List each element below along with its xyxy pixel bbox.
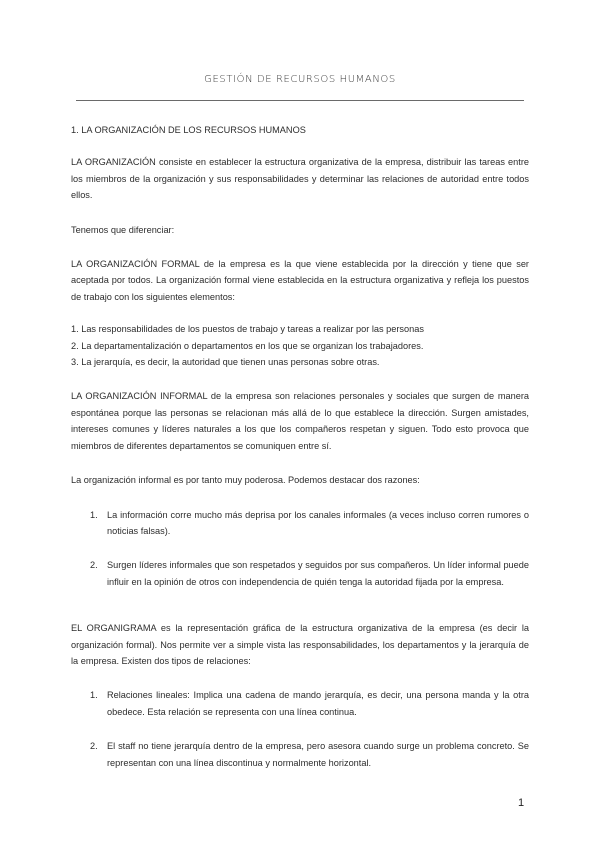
list-number: 1.	[90, 690, 98, 701]
list-number: 2.	[90, 560, 98, 571]
list-text: La información corre mucho más deprisa por los canales informales (a veces incluso corren rumores o noticias falsas).	[107, 509, 529, 536]
list-number: 1.	[90, 509, 98, 520]
relations-list	[90, 687, 529, 771]
formal-paragraph: LA ORGANIZACIÓN FORMAL de la empresa es la que viene establecida por la dirección y tiene que ser aceptada por todos. La organización formal viene establecida en la estructura organizativa y refleja los puestos de trabajo con los siguientes elementos:	[71, 259, 529, 302]
differentiate-paragraph: Tenemos que diferenciar:	[71, 224, 175, 235]
informal-power-paragraph: La organización informal es por tanto muy poderosa. Podemos destacar dos razones:	[71, 475, 420, 486]
informal-paragraph: LA ORGANIZACIÓN INFORMAL de la empresa son relaciones personales y sociales que surgen de manera espontánea porque las personas se relacionan más allá de lo que establece la dirección. Surgen amistades, intereses comunes y líderes naturales a los que los compañeros respetan y siguen. Todo esto provoca que miembros de diferentes departamentos se comuniquen entre sí.	[71, 391, 529, 451]
formal-elements-list	[71, 321, 529, 370]
list-item	[90, 687, 529, 720]
organigram-paragraph: EL ORGANIGRAMA es la representación gráfica de la estructura organizativa de la empresa (es decir la organización formal). Nos permite ver a simple vista las responsabilidades, los departamentos y la jerarquía de la empresa. Existen dos tipos de relaciones:	[71, 623, 529, 666]
list-text: Relaciones lineales: Implica una cadena de mando jerarquía, es decir, una persona manda y la otra obedece. Esta relación se representa con una línea continua.	[107, 690, 529, 717]
intro-paragraph: LA ORGANIZACIÓN consiste en establecer la estructura organizativa de la empresa, distribuir las tareas entre los miembros de la organización y sus responsabilidades y determinar las relaciones de autoridad entre todos ellos.	[71, 157, 529, 201]
list-number: 2.	[90, 741, 98, 752]
list-text: El staff no tiene jerarquía dentro de la empresa, pero asesora cuando surge un problema concreto. Se representan con una línea discontinua y normalmente horizontal.	[107, 741, 529, 768]
document-header-title: GESTIÓN DE RECURSOS HUMANOS	[204, 74, 396, 85]
list-item	[90, 507, 529, 540]
header-divider	[76, 100, 524, 101]
reasons-list	[90, 507, 529, 591]
document-body	[71, 122, 529, 771]
page-number: 1	[518, 797, 525, 809]
section-heading: 1. LA ORGANIZACIÓN DE LOS RECURSOS HUMANOS	[71, 125, 306, 135]
list-item: 3. La jerarquía, es decir, la autoridad que tienen unas personas sobre otras.	[71, 357, 380, 368]
list-item: 1. Las responsabilidades de los puestos de trabajo y tareas a realizar por las personas	[71, 324, 424, 335]
list-text: Surgen líderes informales que son respetados y seguidos por sus compañeros. Un líder informal puede influir en la opinión de otros con independencia de quién tenga la autoridad fijada por la empresa.	[107, 560, 529, 587]
list-item	[90, 738, 529, 771]
list-item	[90, 557, 529, 590]
list-item: 2. La departamentalización o departamentos en los que se organizan los trabajadores.	[71, 340, 424, 351]
